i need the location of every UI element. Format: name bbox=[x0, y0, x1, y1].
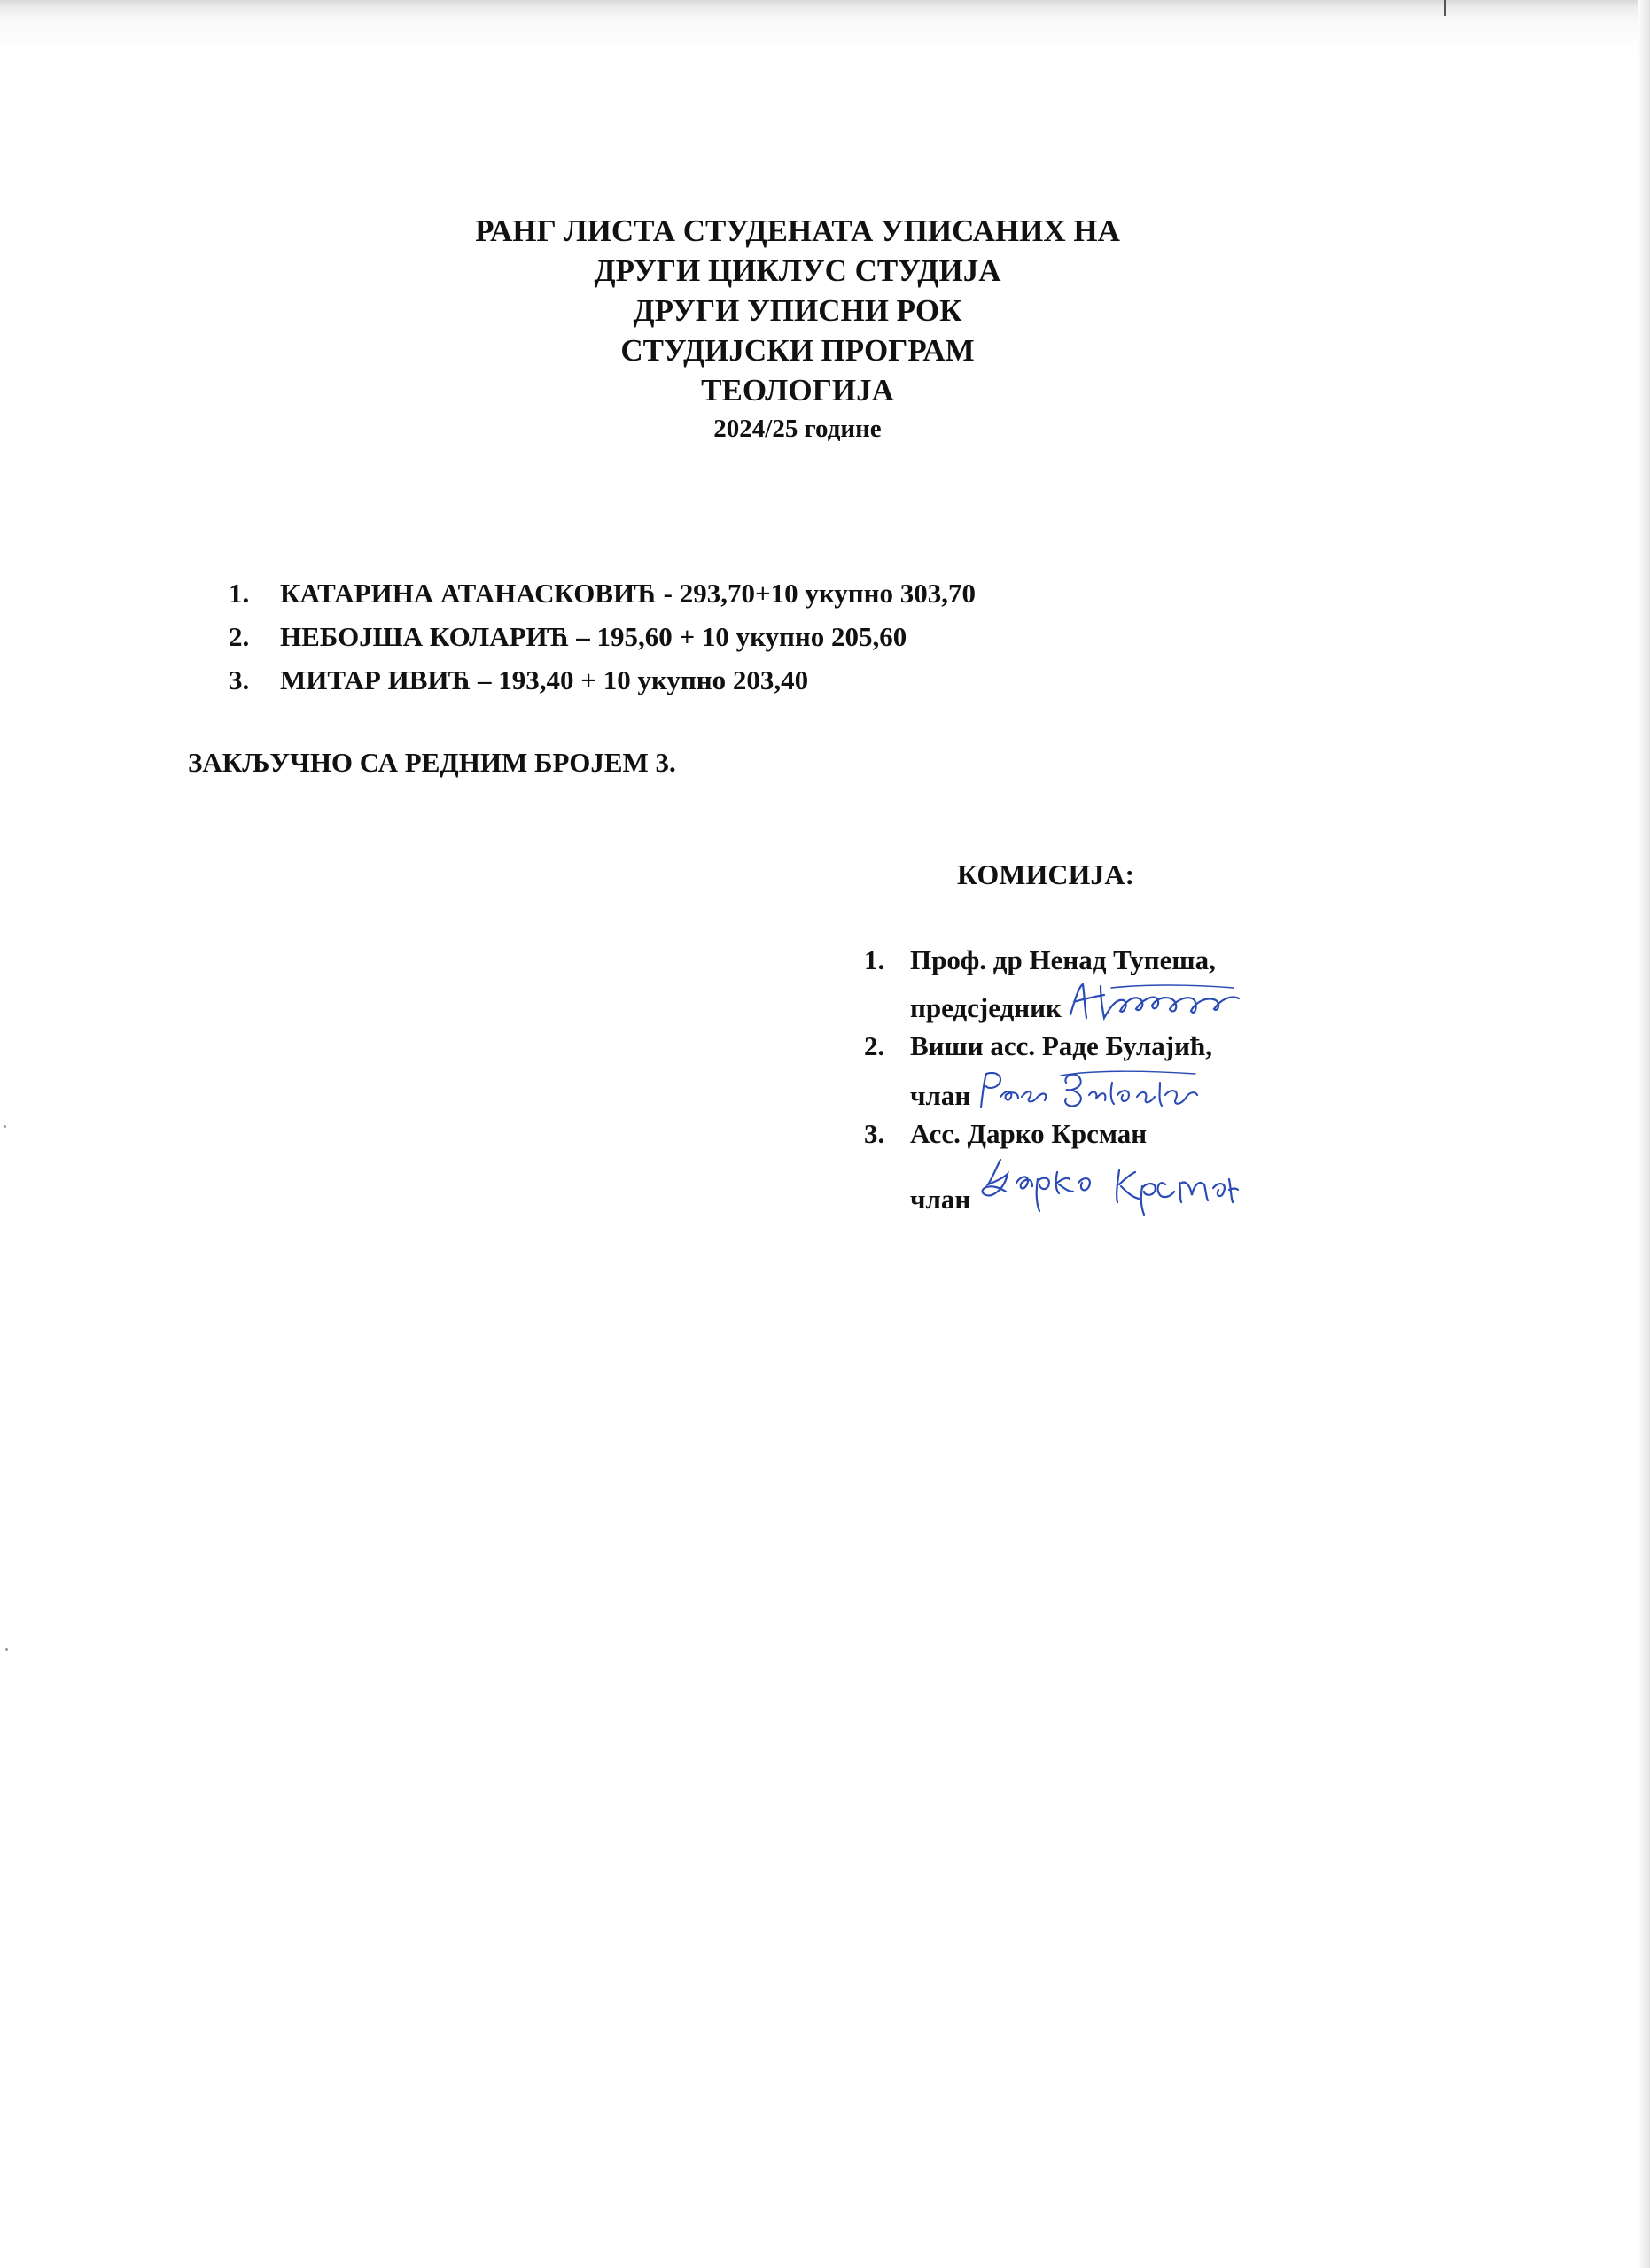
header-line: ТЕОЛОГИЈА bbox=[701, 373, 894, 408]
signature-2-icon bbox=[974, 1065, 1204, 1115]
header-line: ДРУГИ УПИСНИ РОК bbox=[633, 293, 962, 328]
ranking-text: МИТАР ИВИЋ – 193,40 + 10 укупно 203,40 bbox=[280, 664, 809, 695]
member-role-line bbox=[864, 979, 1242, 1027]
member-name-line bbox=[864, 1027, 1242, 1065]
ranking-item bbox=[229, 658, 976, 702]
ranking-item bbox=[229, 571, 976, 615]
commission-members bbox=[864, 941, 1242, 1218]
signature-1-icon bbox=[1065, 979, 1242, 1027]
member-name: Асс. Дарко Крсман bbox=[910, 1118, 1148, 1149]
header-line: ДРУГИ ЦИКЛУС СТУДИЈА bbox=[594, 253, 1001, 288]
member-number: 3. bbox=[864, 1118, 885, 1149]
ranking-number: 1. bbox=[229, 578, 250, 609]
member-name-line bbox=[864, 1115, 1242, 1153]
scan-speck bbox=[5, 1648, 8, 1651]
member-role-line bbox=[864, 1065, 1242, 1115]
scan-edge-right bbox=[1638, 0, 1650, 2268]
ranking-number: 3. bbox=[229, 664, 250, 695]
scan-speck bbox=[4, 1125, 6, 1128]
ranking-item bbox=[229, 615, 976, 658]
member-role: члан bbox=[910, 1184, 971, 1215]
member-role: члан bbox=[910, 1080, 971, 1111]
ranking-text: НЕБОЈША КОЛАРИЋ – 195,60 + 10 укупно 205,60 bbox=[280, 621, 907, 652]
member-name: Виши асс. Раде Булајић, bbox=[910, 1030, 1212, 1061]
document-header bbox=[354, 211, 1241, 447]
scan-edge-top bbox=[0, 0, 1650, 53]
member-name-line bbox=[864, 941, 1242, 979]
member-number: 1. bbox=[864, 944, 885, 975]
header-year: 2024/25 године bbox=[713, 415, 882, 443]
ranking-list bbox=[229, 571, 976, 702]
member-name: Проф. др Ненад Тупеша, bbox=[910, 944, 1216, 975]
member-number: 2. bbox=[864, 1030, 885, 1061]
signature-3-icon bbox=[974, 1153, 1240, 1218]
conclusion-text: ЗАКЉУЧНО СА РЕДНИМ БРОЈЕМ 3. bbox=[188, 747, 676, 778]
member-role: предсједник bbox=[910, 992, 1062, 1023]
header-line: РАНГ ЛИСТА СТУДЕНАТА УПИСАНИХ НА bbox=[475, 214, 1120, 248]
scan-mark bbox=[1444, 0, 1446, 16]
commission-title: КОМИСИЈА: bbox=[957, 858, 1135, 890]
ranking-number: 2. bbox=[229, 621, 250, 652]
member-role-line bbox=[864, 1153, 1242, 1218]
ranking-text: КАТАРИНА АТАНАСКОВИЋ - 293,70+10 укупно 303,70 bbox=[280, 578, 977, 609]
header-line: СТУДИЈСКИ ПРОГРАМ bbox=[620, 333, 975, 368]
